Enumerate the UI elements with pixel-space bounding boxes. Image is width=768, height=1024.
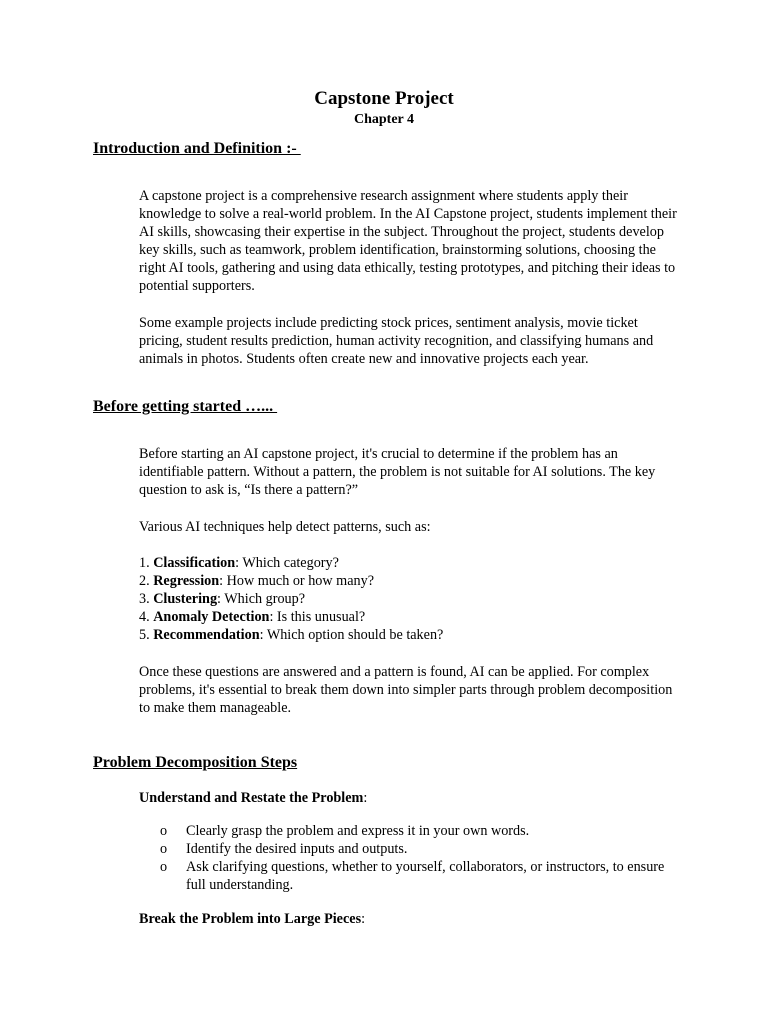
technique-term: Classification	[153, 555, 236, 571]
technique-desc: : How much or how many?	[219, 573, 374, 589]
intro-paragraph-2: Some example projects include predicting stock prices, sentiment analysis, movie ticket pricing, student results prediction, human activity recognition, and classifying humans and animals in photos. Students often create new and innovative projects each year.	[139, 315, 654, 367]
bullet-marker: o	[160, 859, 168, 875]
step-2-title: Break the Problem into Large Pieces	[139, 911, 362, 927]
list-number: 3.	[139, 591, 150, 607]
technique-desc: : Which group?	[217, 591, 306, 607]
list-item	[139, 608, 679, 626]
intro-heading: Introduction and Definition :-	[93, 140, 301, 157]
before-heading: Before getting started …...	[93, 398, 278, 415]
technique-term: Regression	[153, 573, 220, 589]
technique-term: Clustering	[153, 591, 218, 607]
bullet-text: Clearly grasp the problem and express it in your own words.	[186, 823, 530, 839]
technique-desc: : Is this unusual?	[269, 609, 366, 625]
list-number: 2.	[139, 573, 150, 589]
bullet-text: Identify the desired inputs and outputs.	[186, 841, 408, 857]
list-item	[139, 590, 679, 608]
list-item	[139, 626, 679, 644]
before-paragraph-2: Various AI techniques help detect patterns, such as:	[139, 519, 431, 535]
list-item	[160, 840, 670, 858]
step-2-heading	[139, 910, 365, 928]
bullet-marker: o	[160, 823, 168, 839]
technique-desc: : Which option should be taken?	[259, 627, 444, 643]
list-number: 1.	[139, 555, 150, 571]
bullet-text: Ask clarifying questions, whether to yourself, collaborators, or instructors, to ensure full understanding.	[186, 859, 665, 893]
before-paragraph-1: Before starting an AI capstone project, it's crucial to determine if the problem has an identifiable pattern. Without a pattern, the problem is not suitable for AI solutions. The key question to ask is, “Is there a pattern?”	[139, 446, 656, 498]
technique-term: Recommendation	[153, 627, 260, 643]
techniques-list	[139, 554, 679, 644]
document-title: Capstone Project	[314, 88, 454, 109]
before-paragraph-3: Once these questions are answered and a pattern is found, AI can be applied. For complex problems, it's essential to break them down into simpler parts through problem decomposition to make them manageable.	[139, 664, 673, 716]
step-1-heading	[139, 789, 367, 807]
decomposition-heading: Problem Decomposition Steps	[93, 754, 298, 771]
step-1-colon: :	[363, 790, 368, 806]
bullet-marker: o	[160, 841, 168, 857]
list-number: 4.	[139, 609, 150, 625]
list-item	[160, 822, 670, 840]
step-1-title: Understand and Restate the Problem	[139, 790, 364, 806]
technique-desc: : Which category?	[235, 555, 339, 571]
list-item	[139, 572, 679, 590]
step-1-bullets	[160, 822, 670, 894]
step-2-colon: :	[361, 911, 366, 927]
chapter-label: Chapter 4	[353, 112, 415, 127]
technique-term: Anomaly Detection	[153, 609, 270, 625]
intro-paragraph-1: A capstone project is a comprehensive research assignment where students apply their knowledge to solve a real-world problem. In the AI Capstone project, students implement their AI skills, showcasing their expertise in the subject. Throughout the project, students develop key skills, such as teamwork, problem identification, brainstorming solutions, choosing the right AI tools, gathering and using data ethically, testing prototypes, and pitching their ideas to potential supporters.	[139, 188, 677, 294]
list-item	[139, 554, 679, 572]
list-number: 5.	[139, 627, 150, 643]
list-item	[160, 858, 670, 894]
